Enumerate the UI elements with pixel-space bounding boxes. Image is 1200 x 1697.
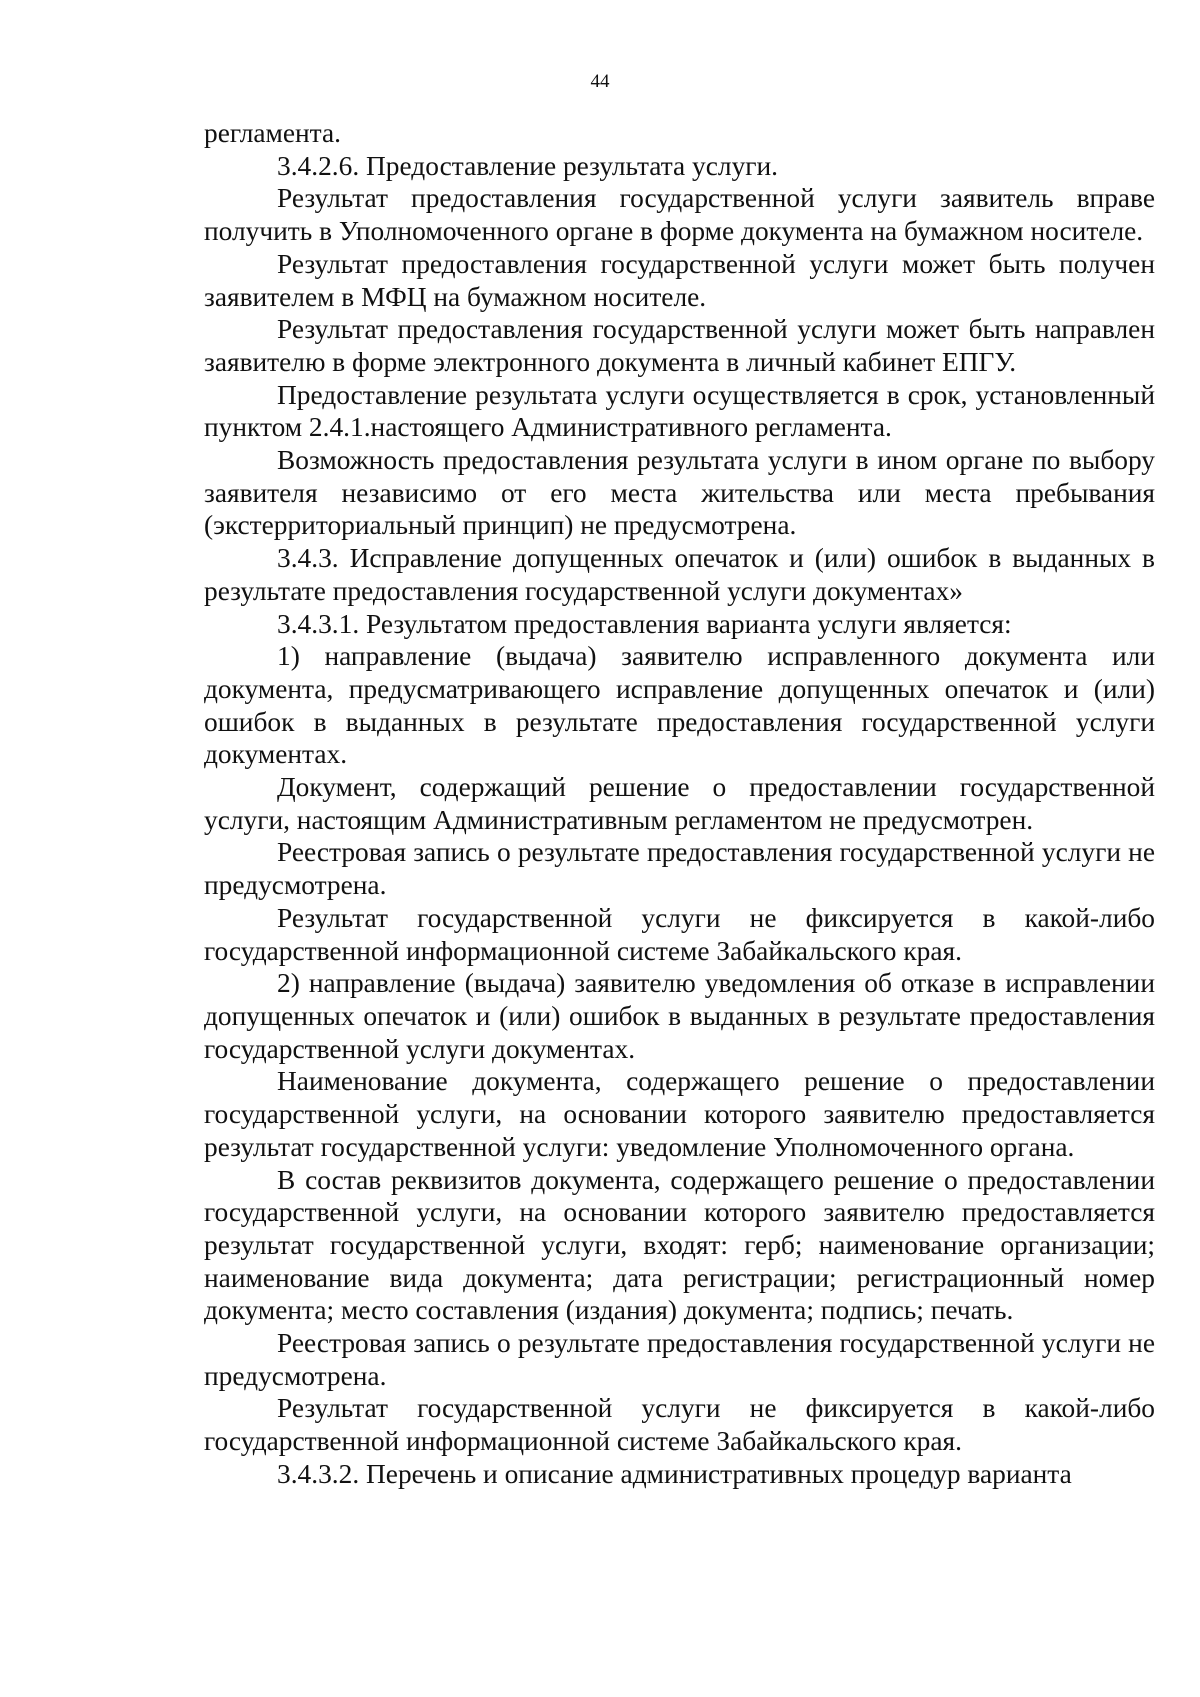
paragraph: Результат предоставления государственной услуги заявитель вправе получить в Уполномоченного органе в форме документа на бумажном носителе. [204, 183, 1155, 247]
section-heading: 3.4.3. Исправление допущенных опечаток и (или) ошибок в выданных в результате предоставления государственной услуги документах» [204, 543, 1155, 606]
section-heading: 3.4.2.6. Предоставление результата услуги. [277, 150, 779, 181]
document-body [204, 117, 1155, 1491]
paragraph: Реестровая запись о результате предоставления государственной услуги не предусмотрена. [204, 837, 1155, 901]
section-heading: 3.4.3.1. Результатом предоставления варианта услуги является: [277, 608, 1012, 639]
paragraph: Предоставление результата услуги осуществляется в срок, установленный пунктом 2.4.1.настоящего Административного регламента. [204, 379, 1155, 443]
paragraph: Реестровая запись о результате предоставления государственной услуги не предусмотрена. [204, 1328, 1155, 1391]
paragraph: Возможность предоставления результата услуги в ином органе по выбору заявителя независимо от его места жительства или места пребывания (экстерриториальный принцип) не предусмотрена. [204, 445, 1155, 541]
paragraph: В состав реквизитов документа, содержащего решение о предоставлении государственной услуги, на основании которого заявителю предоставляется результат государственной услуги, входят: герб; наименование организации; наименование вида документа; дата регистрации; регистрационный номер документа; место составления (издания) документа; подпись; печать. [204, 1164, 1155, 1326]
paragraph: Результат предоставления государственной услуги может быть получен заявителем в МФЦ на бумажном носителе. [204, 248, 1155, 312]
paragraph: регламента. [204, 118, 341, 148]
paragraph: Документ, содержащий решение о предоставлении государственной услуги, настоящим Административным регламентом не предусмотрен. [204, 772, 1155, 835]
paragraph: Наименование документа, содержащего решение о предоставлении государственной услуги, на основании которого заявителю предоставляется результат государственной услуги: уведомление Уполномоченного органа. [204, 1066, 1155, 1162]
paragraph: Результат государственной услуги не фиксируется в какой-либо государственной информационной системе Забайкальского края. [204, 902, 1155, 966]
section-heading: 3.4.3.2. Перечень и описание административных процедур варианта [277, 1458, 1072, 1489]
paragraph: Результат предоставления государственной услуги может быть направлен заявителю в форме электронного документа в личный кабинет ЕПГУ. [204, 314, 1155, 377]
page-number: 44 [590, 71, 610, 92]
paragraph: Результат государственной услуги не фиксируется в какой-либо государственной информационной системе Забайкальского края. [204, 1393, 1155, 1457]
list-item: 2) направление (выдача) заявителю уведомления об отказе в исправлении допущенных опечаток и (или) ошибок в выданных в результате предоставления государственной услуги документах. [204, 968, 1155, 1064]
list-item: 1) направление (выдача) заявителю исправленного документа или документа, предусматривающего исправление допущенных опечаток и (или) ошибок в выданных в результате предоставления государственной услуги документах. [204, 641, 1155, 770]
